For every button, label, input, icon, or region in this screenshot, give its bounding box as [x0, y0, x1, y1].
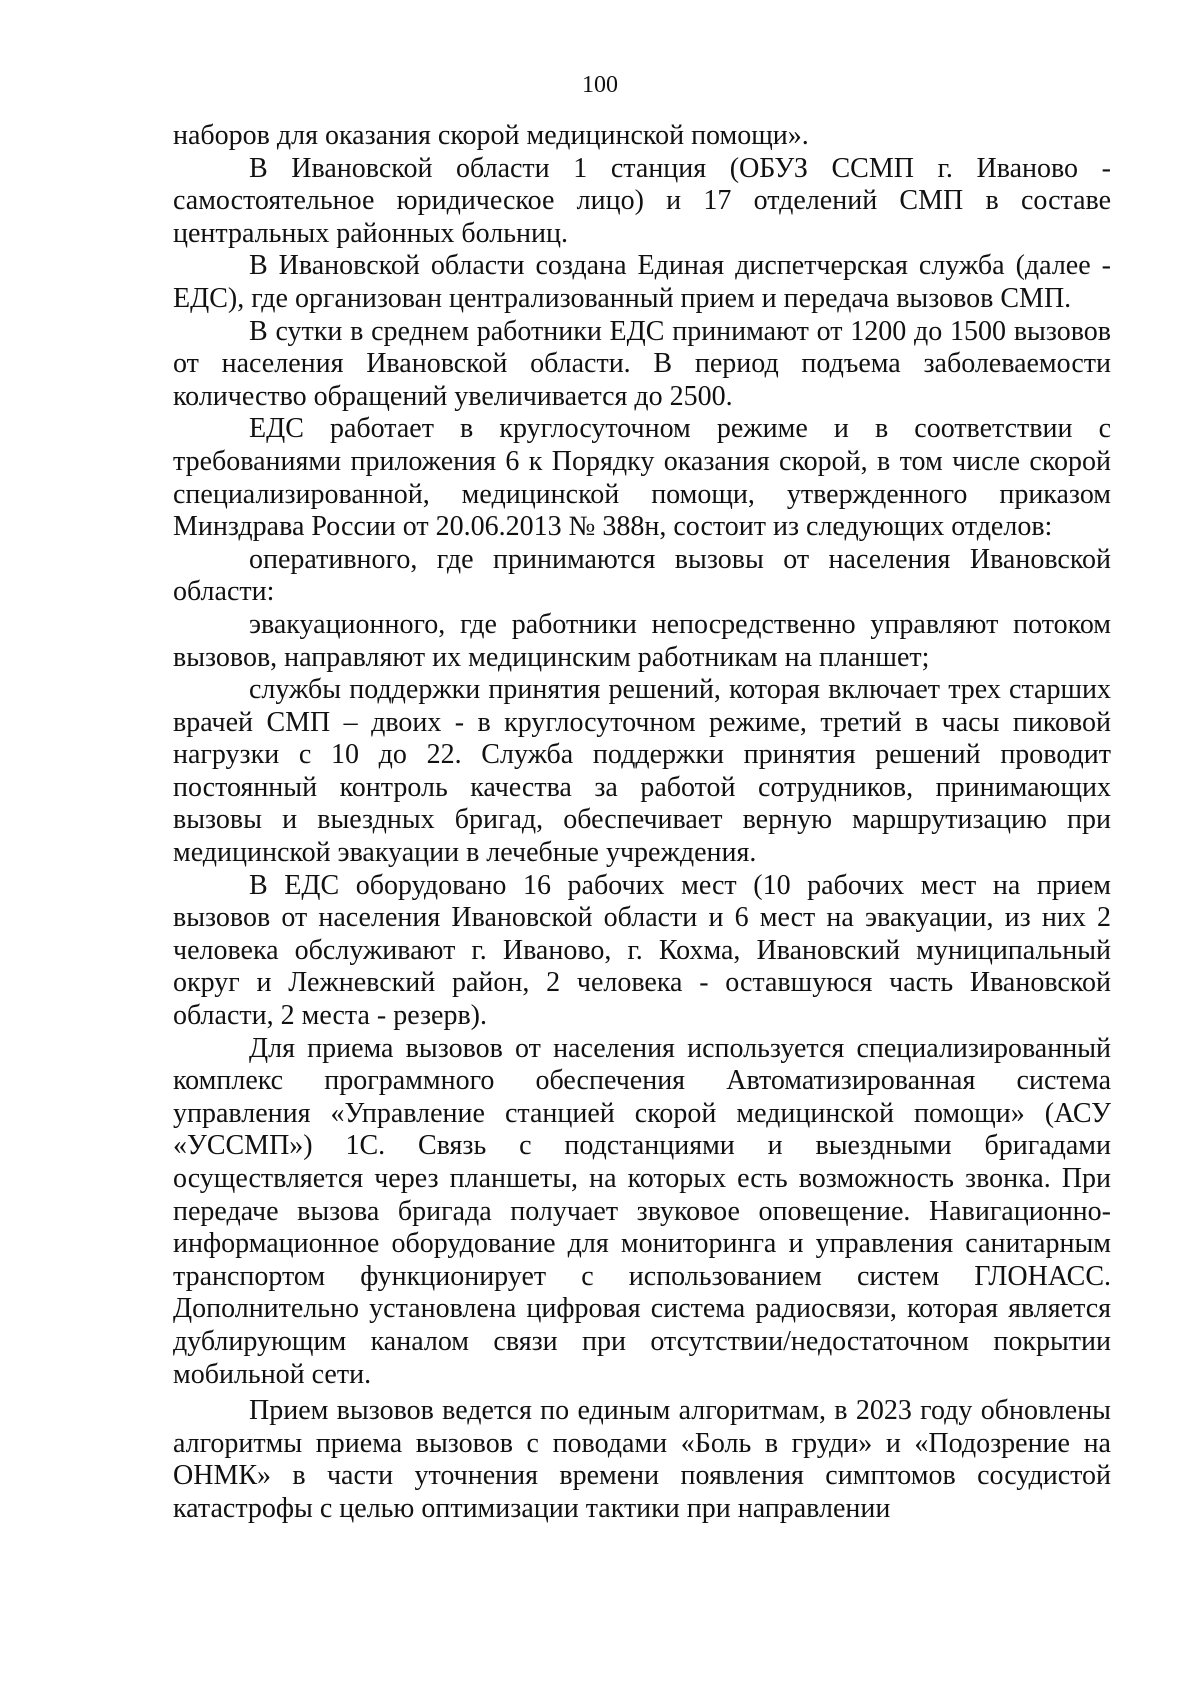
paragraph-software: Для приема вызовов от населения используется специализированный комплекс программного обеспечения Автоматизированная система управления «Управление станцией скорой медицинской помощи» (АСУ «УССМП») 1С. Связь с подстанциями и выездными бригадами осуществляется через планшеты, на которых есть возможность звонка. При передаче вызова бригада получает звуковое оповещение. Навигационно-информационное оборудование для мониторинга и управления санитарным транспортом функционирует с использованием систем ГЛОНАСС. Дополнительно установлена цифровая система радиосвязи, которая является дублирующим каналом связи при отсутствии/недостаточном покрытии мобильной сети.	[173, 1032, 1111, 1390]
paragraph-workplaces: В ЕДС оборудовано 16 рабочих мест (10 рабочих мест на прием вызовов от населения Ивановской области и 6 мест на эвакуации, из них 2 человека обслуживают г. Иваново, г. Кохма, Ивановский муниципальный округ и Лежневский район, 2 человека - оставшуюся часть Ивановской области, 2 места - резерв).	[173, 869, 1111, 1032]
paragraph-stations: В Ивановской области 1 станция (ОБУЗ ССМП г. Иваново - самостоятельное юридическое лицо) и 17 отделений СМП в составе центральных районных больниц.	[173, 152, 1111, 249]
paragraph-evacuation-dept: эвакуационного, где работники непосредственно управляют потоком вызовов, направляют их медицинским работникам на планшет;	[173, 608, 1111, 673]
document-body	[173, 120, 1111, 1526]
page-number: 100	[582, 72, 618, 98]
paragraph-eds-departments: ЕДС работает в круглосуточном режиме и в соответствии с требованиями приложения 6 к Порядку оказания скорой, в том числе скорой специализированной, медицинской помощи, утвержденного приказом Минздрава России от 20.06.2013 № 388н, состоит из следующих отделов:	[173, 413, 1111, 543]
paragraph-decision-support: службы поддержки принятия решений, которая включает трех старших врачей СМП – двоих - в круглосуточном режиме, третий в часы пиковой нагрузки с 10 до 22. Служба поддержки принятия решений проводит постоянный контроль качества за работой сотрудников, принимающих вызовы и выездных бригад, обеспечивает верную маршрутизацию при медицинской эвакуации в лечебные учреждения.	[173, 674, 1111, 869]
paragraph-daily-calls: В сутки в среднем работники ЕДС принимают от 1200 до 1500 вызовов от населения Ивановской области. В период подъема заболеваемости количество обращений увеличивается до 2500.	[173, 315, 1111, 412]
paragraph-operational-dept: оперативного, где принимаются вызовы от населения Ивановской области:	[173, 543, 1111, 608]
paragraph-algorithms: Прием вызовов ведется по единым алгоритмам, в 2023 году обновлены алгоритмы приема вызовов с поводами «Боль в груди» и «Подозрение на ОНМК» в части уточнения времени появления симптомов сосудистой катастрофы с целью оптимизации тактики при направлении	[173, 1395, 1111, 1524]
paragraph-eds-created: В Ивановской области создана Единая диспетчерская служба (далее - ЕДС), где организован централизованный прием и передача вызовов СМП.	[173, 250, 1111, 314]
paragraph-continuation: наборов для оказания скорой медицинской помощи».	[173, 120, 809, 151]
